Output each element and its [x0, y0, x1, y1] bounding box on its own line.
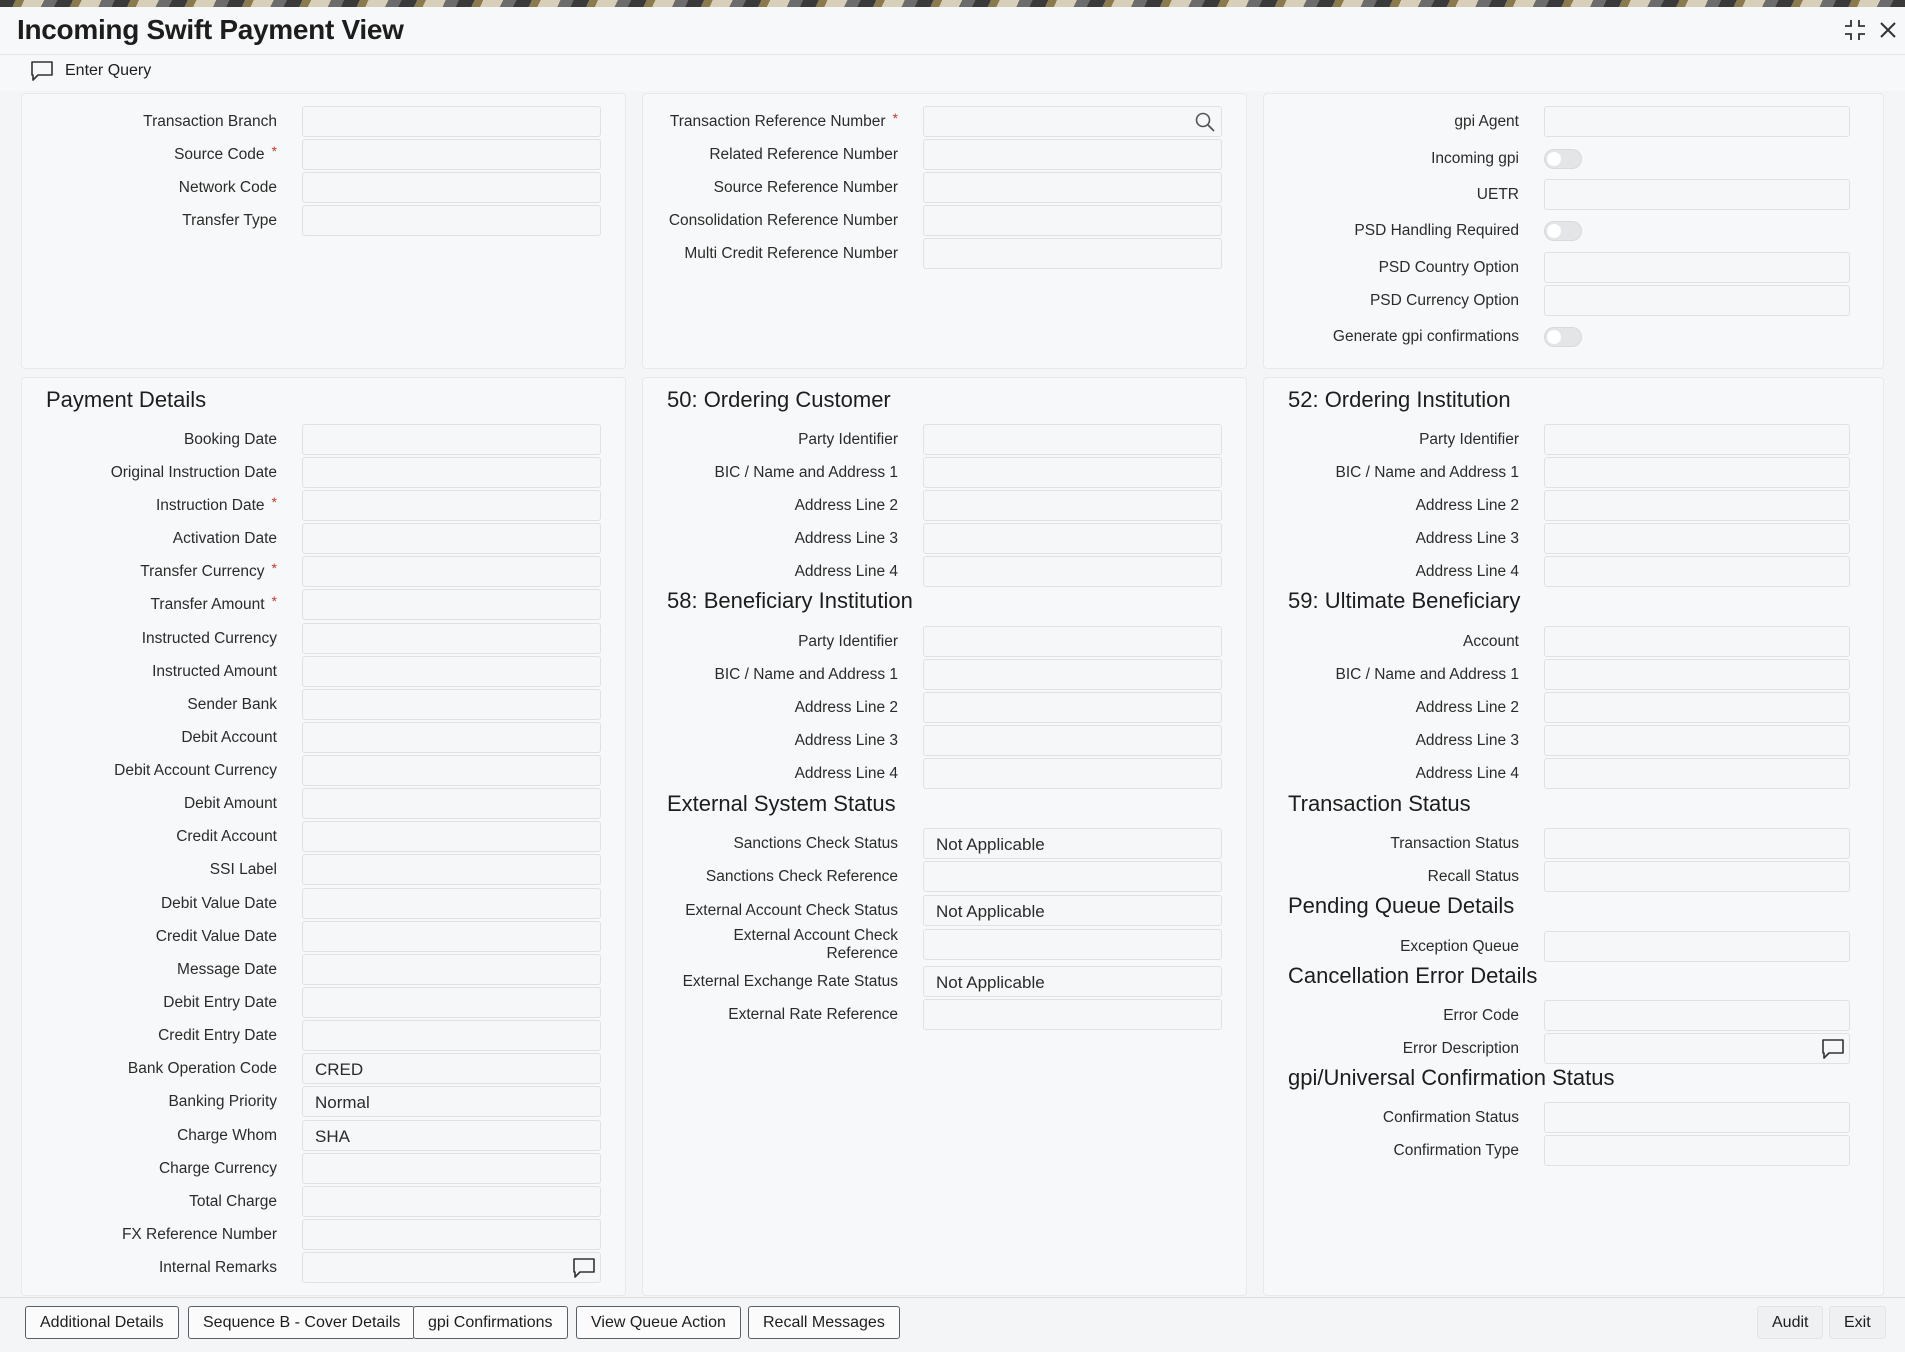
gpi-confirmation-row-confirmation-status	[0, 1102, 1905, 1134]
field-value: Normal	[315, 1093, 370, 1112]
label-text: Transfer Type	[182, 212, 277, 229]
field-value: Not Applicable	[936, 902, 1045, 921]
ultimate-beneficiary-label-address-line-3	[1189, 725, 1519, 750]
gpi-label-psd-currency-option	[1189, 285, 1519, 310]
close-icon[interactable]	[1875, 17, 1901, 43]
external-system-status-title: External System Status	[667, 791, 896, 816]
label-text: Incoming gpi	[1431, 150, 1519, 167]
gpi-input-gpi-agent[interactable]	[1544, 106, 1850, 137]
gpi-row-generate-gpi-confirmations	[0, 321, 1905, 353]
ordering-institution-title: 52: Ordering Institution	[1288, 387, 1511, 412]
payment-row-total-charge	[0, 1186, 1905, 1218]
label-text: Source Code	[174, 146, 265, 163]
label-text: Address Line 2	[794, 699, 898, 716]
ordering-institution-input-party-identifier[interactable]	[1544, 424, 1850, 455]
label-text: Activation Date	[172, 530, 277, 547]
view-queue-action-button[interactable]: View Queue Action	[576, 1306, 741, 1339]
chat-bubble-icon	[30, 60, 54, 82]
payment-input-total-charge[interactable]	[302, 1186, 601, 1217]
label-text: Address Line 4	[1415, 765, 1519, 782]
label-text: PSD Currency Option	[1369, 292, 1519, 309]
label-text: Instructed Currency	[141, 630, 277, 647]
pending-queue-title: Pending Queue Details	[1288, 893, 1515, 918]
label-text: Party Identifier	[798, 633, 898, 650]
gpi-toggle-incoming-gpi[interactable]	[1544, 149, 1582, 169]
label-text: Address Line 3	[1415, 530, 1519, 547]
cancellation-error-input-error-description[interactable]	[1544, 1033, 1850, 1064]
label-text: External Account Check Reference	[733, 927, 898, 962]
label-text: Address Line 4	[794, 563, 898, 580]
pending-queue-label-exception-queue	[1189, 931, 1519, 956]
field-value: Not Applicable	[936, 973, 1045, 992]
additional-details-button[interactable]: Additional Details	[25, 1306, 179, 1339]
cancellation-error-label-error-description	[1189, 1033, 1519, 1058]
ordering-institution-input-address-line-2[interactable]	[1544, 490, 1850, 521]
field-value: Not Applicable	[936, 835, 1045, 854]
gpi-confirmation-label-confirmation-type	[1189, 1135, 1519, 1160]
gpi-row-gpi-agent	[0, 106, 1905, 138]
gpi-label-generate-gpi-confirmations	[1189, 321, 1519, 346]
label-text: Debit Value Date	[160, 895, 277, 912]
label-text: BIC / Name and Address 1	[1335, 666, 1519, 683]
ultimate-beneficiary-input-address-line-2[interactable]	[1544, 692, 1850, 723]
label-text: Exception Queue	[1400, 938, 1519, 955]
label-text: Credit Account	[176, 828, 277, 845]
ultimate-beneficiary-input-bic-name-and-address-1[interactable]	[1544, 659, 1850, 690]
cancellation-error-title: Cancellation Error Details	[1288, 963, 1538, 988]
label-text: Multi Credit Reference Number	[684, 245, 898, 262]
label-text: Internal Remarks	[158, 1259, 277, 1276]
label-text: Address Line 3	[794, 530, 898, 547]
gpi-row-psd-currency-option	[0, 285, 1905, 317]
field-value: CRED	[315, 1060, 364, 1079]
external-status-input-external-account-check-status[interactable]	[923, 895, 1222, 926]
label-text: Bank Operation Code	[127, 1060, 277, 1077]
label-text: Transaction Branch	[143, 113, 277, 130]
label-text: BIC / Name and Address 1	[714, 464, 898, 481]
payment-row-internal-remarks	[0, 1252, 1905, 1284]
label-text: Network Code	[178, 179, 277, 196]
ordering-institution-label-address-line-3	[1189, 523, 1519, 548]
label-text: Credit Entry Date	[158, 1027, 277, 1044]
cancellation-error-row-error-code	[0, 1000, 1905, 1032]
required-asterisk: *	[892, 110, 898, 126]
label-text: Address Line 2	[1415, 497, 1519, 514]
ordering-institution-label-address-line-2	[1189, 490, 1519, 515]
gpi-confirmation-label-confirmation-status	[1189, 1102, 1519, 1127]
chat-bubble-icon[interactable]	[1821, 1037, 1845, 1061]
gpi-confirmation-input-confirmation-type[interactable]	[1544, 1135, 1850, 1166]
label-text: Debit Amount	[183, 795, 277, 812]
label-text: Instruction Date	[155, 497, 265, 514]
enter-query-button[interactable]	[30, 57, 151, 85]
label-text: Sender Bank	[187, 696, 277, 713]
title-bar	[0, 7, 1905, 55]
payment-label-transfer-amount	[0, 589, 277, 614]
label-text: Transaction Status	[1390, 835, 1519, 852]
ordering-institution-input-bic-name-and-address-1[interactable]	[1544, 457, 1850, 488]
label-text: Address Line 4	[794, 765, 898, 782]
label-text: Transfer Currency	[140, 563, 265, 580]
payment-input-debit-amount[interactable]	[302, 788, 601, 819]
label-text: Consolidation Reference Number	[668, 212, 898, 229]
label-text: Address Line 3	[1415, 732, 1519, 749]
label-text: BIC / Name and Address 1	[714, 666, 898, 683]
label-text: Booking Date	[183, 431, 277, 448]
gpi-confirmation-row-confirmation-type	[0, 1135, 1905, 1167]
label-text: BIC / Name and Address 1	[1335, 464, 1519, 481]
ordering-institution-label-party-identifier	[1189, 424, 1519, 449]
audit-button[interactable]: Audit	[1757, 1306, 1823, 1339]
gpi-confirmation-input-confirmation-status[interactable]	[1544, 1102, 1850, 1133]
gpi-toggle-generate-gpi-confirmations[interactable]	[1544, 327, 1582, 347]
transaction-status-label-transaction-status	[1189, 828, 1519, 853]
required-asterisk: *	[271, 560, 277, 576]
label-text: gpi Agent	[1454, 113, 1519, 130]
ultimate-beneficiary-input-address-line-4[interactable]	[1544, 758, 1850, 789]
ordering-institution-row-party-identifier	[0, 424, 1905, 456]
ordering-institution-row-address-line-4	[0, 556, 1905, 588]
external-status-input-external-exchange-rate-status[interactable]	[923, 966, 1222, 997]
ordering-institution-label-bic-name-and-address-1	[1189, 457, 1519, 482]
gpi-input-psd-country-option[interactable]	[1544, 252, 1850, 283]
external-status-label-external-exchange-rate-status	[568, 966, 898, 991]
required-asterisk: *	[271, 143, 277, 159]
label-text: SSI Label	[209, 861, 277, 878]
external-status-row-external-account-check-status	[0, 895, 1905, 927]
label-text: Debit Account Currency	[114, 762, 277, 779]
external-status-row-external-exchange-rate-status	[0, 966, 1905, 998]
gpi-row-psd-country-option	[0, 252, 1905, 284]
cancellation-error-label-error-code	[1189, 1000, 1519, 1025]
label-text: UETR	[1476, 186, 1519, 203]
toolbar	[0, 55, 1905, 91]
pending-queue-row-exception-queue	[0, 931, 1905, 963]
label-text: Banking Priority	[168, 1093, 277, 1110]
beneficiary-institution-title: 58: Beneficiary Institution	[667, 588, 913, 613]
label-text: Source Reference Number	[713, 179, 898, 196]
gpi-row-psd-handling-required	[0, 215, 1905, 247]
label-text: Address Line 2	[1415, 699, 1519, 716]
required-asterisk: *	[271, 593, 277, 609]
ultimate-beneficiary-title: 59: Ultimate Beneficiary	[1288, 588, 1521, 613]
transaction-status-label-recall-status	[1189, 861, 1519, 886]
gpi-input-uetr[interactable]	[1544, 179, 1850, 210]
label-text: Error Code	[1443, 1007, 1519, 1024]
label-text: Generate gpi confirmations	[1332, 328, 1519, 345]
label-text: Debit Account	[181, 729, 277, 746]
label-text: Party Identifier	[1419, 431, 1519, 448]
gpi-label-psd-handling-required	[1189, 215, 1519, 240]
gpi-label-gpi-agent	[1189, 106, 1519, 131]
transaction-status-row-recall-status	[0, 861, 1905, 893]
decorative-header-strip	[0, 0, 1905, 7]
footer-bar	[0, 1297, 1905, 1352]
label-text: Charge Whom	[177, 1127, 277, 1144]
ordering-institution-input-address-line-3[interactable]	[1544, 523, 1850, 554]
label-text: Error Description	[1402, 1040, 1519, 1057]
label-text: Recall Status	[1427, 868, 1519, 885]
label-text: Confirmation Status	[1382, 1109, 1519, 1126]
label-text: Message Date	[177, 961, 277, 978]
collapse-icon[interactable]	[1842, 17, 1868, 43]
ordering-institution-row-bic-name-and-address-1	[0, 457, 1905, 489]
label-text: Transfer Amount	[150, 596, 265, 613]
payment-row-transfer-amount	[0, 589, 1905, 621]
gpi-confirmations-button[interactable]: gpi Confirmations	[413, 1306, 568, 1339]
label-text: External Account Check Status	[685, 902, 898, 919]
label-text: Sanctions Check Status	[733, 835, 898, 852]
label-text: External Exchange Rate Status	[682, 973, 898, 990]
ultimate-beneficiary-input-address-line-3[interactable]	[1544, 725, 1850, 756]
payment-input-internal-remarks[interactable]	[302, 1252, 601, 1283]
ordering-institution-row-address-line-2	[0, 490, 1905, 522]
payment-input-fx-reference-number[interactable]	[302, 1219, 601, 1250]
external-status-label-external-account-check-status	[568, 895, 898, 920]
payment-label-debit-amount	[0, 788, 277, 813]
ordering-institution-label-address-line-4	[1189, 556, 1519, 581]
transaction-status-row-transaction-status	[0, 828, 1905, 860]
ultimate-beneficiary-label-address-line-4	[1189, 758, 1519, 783]
sequence-b-cover-details-button[interactable]: Sequence B - Cover Details	[188, 1306, 415, 1339]
ultimate-beneficiary-row-address-line-2	[0, 692, 1905, 724]
gpi-row-uetr	[0, 179, 1905, 211]
enter-query-label: Enter Query	[65, 62, 152, 79]
label-text: Debit Entry Date	[163, 994, 277, 1011]
exit-button[interactable]: Exit	[1829, 1306, 1886, 1339]
ultimate-beneficiary-row-address-line-4	[0, 758, 1905, 790]
transaction-status-title: Transaction Status	[1288, 791, 1471, 816]
chat-bubble-icon[interactable]	[572, 1256, 596, 1280]
page-title: Incoming Swift Payment View	[17, 14, 404, 45]
gpi-label-psd-country-option	[1189, 252, 1519, 277]
label-text: Sanctions Check Reference	[705, 868, 898, 885]
field-value: SHA	[315, 1127, 350, 1146]
payment-label-total-charge	[0, 1186, 277, 1211]
required-asterisk: *	[271, 494, 277, 510]
ordering-customer-title: 50: Ordering Customer	[667, 387, 891, 412]
transaction-status-input-transaction-status[interactable]	[1544, 828, 1850, 859]
label-text: Original Instruction Date	[110, 464, 277, 481]
label-text: Credit Value Date	[155, 928, 277, 945]
ultimate-beneficiary-input-account[interactable]	[1544, 626, 1850, 657]
label-text: Confirmation Type	[1393, 1142, 1519, 1159]
label-text: Party Identifier	[798, 431, 898, 448]
ultimate-beneficiary-row-account	[0, 626, 1905, 658]
label-text: Charge Currency	[158, 1160, 277, 1177]
gpi-confirmation-title: gpi/Universal Confirmation Status	[1288, 1065, 1615, 1090]
label-text: Address Line 2	[794, 497, 898, 514]
ultimate-beneficiary-label-bic-name-and-address-1	[1189, 659, 1519, 684]
label-text: Related Reference Number	[709, 146, 898, 163]
ultimate-beneficiary-label-address-line-2	[1189, 692, 1519, 717]
payment-row-fx-reference-number	[0, 1219, 1905, 1251]
ordering-institution-input-address-line-4[interactable]	[1544, 556, 1850, 587]
payment-row-debit-amount	[0, 788, 1905, 820]
label-text: Total Charge	[189, 1193, 277, 1210]
label-text: Transaction Reference Number	[669, 113, 886, 130]
payment-details-title: Payment Details	[46, 387, 207, 412]
ordering-institution-row-address-line-3	[0, 523, 1905, 555]
payment-label-internal-remarks	[0, 1252, 277, 1277]
payment-label-fx-reference-number	[0, 1219, 277, 1244]
gpi-toggle-psd-handling-required[interactable]	[1544, 221, 1582, 241]
label-text: Account	[1462, 633, 1519, 650]
recall-messages-button[interactable]: Recall Messages	[748, 1306, 900, 1339]
label-text: PSD Handling Required	[1354, 222, 1519, 239]
pending-queue-input-exception-queue[interactable]	[1544, 931, 1850, 962]
gpi-input-psd-currency-option[interactable]	[1544, 285, 1850, 316]
label-text: PSD Country Option	[1378, 259, 1519, 276]
label-text: Address Line 3	[794, 732, 898, 749]
gpi-row-incoming-gpi	[0, 143, 1905, 175]
cancellation-error-input-error-code[interactable]	[1544, 1000, 1850, 1031]
label-text: Address Line 4	[1415, 563, 1519, 580]
label-text: External Rate Reference	[728, 1006, 898, 1023]
ultimate-beneficiary-label-account	[1189, 626, 1519, 651]
ultimate-beneficiary-row-address-line-3	[0, 725, 1905, 757]
gpi-label-uetr	[1189, 179, 1519, 204]
label-text: Instructed Amount	[152, 663, 277, 680]
transaction-status-input-recall-status[interactable]	[1544, 861, 1850, 892]
cancellation-error-row-error-description	[0, 1033, 1905, 1065]
ultimate-beneficiary-row-bic-name-and-address-1	[0, 659, 1905, 691]
label-text: FX Reference Number	[121, 1226, 277, 1243]
payment-input-transfer-amount[interactable]	[302, 589, 601, 620]
gpi-label-incoming-gpi	[1189, 143, 1519, 168]
